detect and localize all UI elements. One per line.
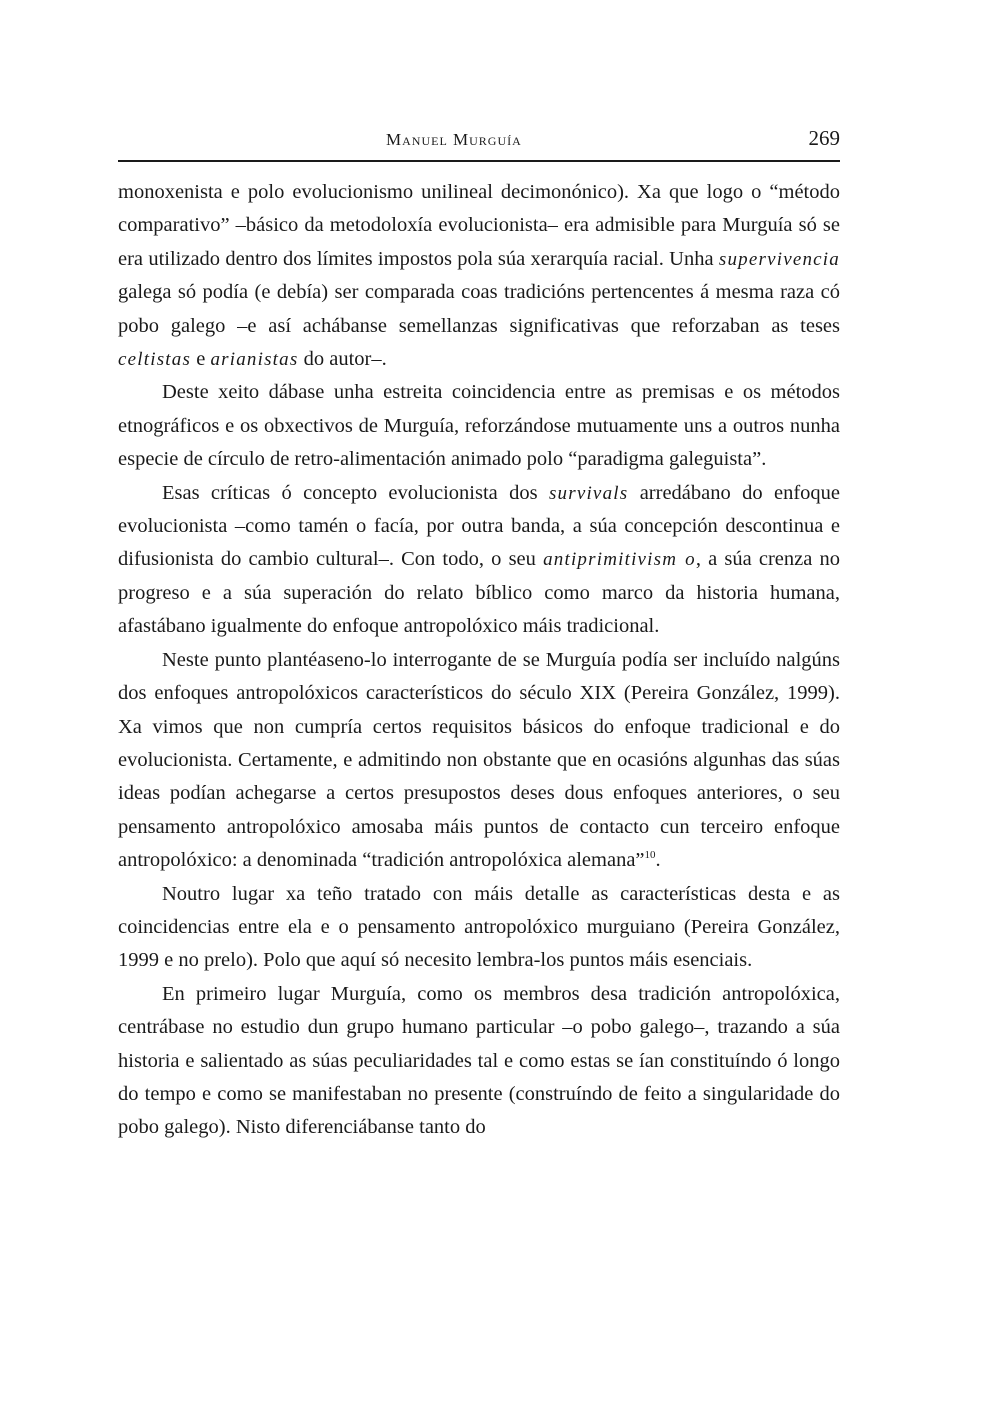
text-run: e bbox=[191, 348, 211, 371]
footnote-reference: 10 bbox=[644, 849, 656, 862]
paragraph bbox=[118, 978, 840, 1145]
paragraph bbox=[118, 644, 840, 878]
text-run: Neste punto plantéaseno-lo interrogante de se Murguía podía ser incluído nalgúns dos enfoques antropolóxicos característicos do século XIX (Pereira González, 1999). Xa vimos que non cumpría certos requisitos básicos do enfoque tradicional e do evolucionista. Certamente, e admitindo non obstante que en ocasións algunhas das súas ideas podían achegarse a certos presupostos deses dous enfoques anteriores, o seu pensamento antropolóxico amosaba máis puntos de contacto cun terceiro enfoque antropolóxico: a denominada “tradición antropolóxica alemana” bbox=[118, 648, 840, 872]
text-run: . bbox=[655, 849, 661, 872]
paragraph bbox=[118, 878, 840, 978]
italic-term: arianistas bbox=[210, 349, 299, 371]
paragraph bbox=[118, 477, 840, 644]
running-head: Manuel Murguía bbox=[386, 130, 522, 149]
body-text bbox=[118, 176, 840, 1145]
text-run: do autor–. bbox=[298, 348, 387, 371]
text-run: Noutro lugar xa teño tratado con máis detalle as características desta e as coincidencias entre ela e o pensamento antropolóxico murguiano (Pereira González, 1999 e no prelo). Polo que aquí só necesito lembra-los puntos máis esenciais. bbox=[118, 882, 840, 972]
text-run: monoxenista e polo evolucionismo unilineal decimonónico). Xa que logo o “método comparativo” –básico da metodoloxía evolucionista– era admisible para Murguía só se era utilizado dentro dos límites impostos pola súa xerarquía racial. Unha bbox=[118, 181, 840, 270]
italic-term: antiprimitivism o bbox=[543, 549, 696, 571]
italic-term: supervivencia bbox=[718, 248, 840, 270]
text-run: Esas críticas ó concepto evolucionista dos bbox=[162, 481, 549, 504]
text-run: galega só podía (e debía) ser comparada coas tradicións pertencentes á mesma raza có pobo galego –e así achábanse semellanzas significativas que reforzaban as teses bbox=[118, 281, 840, 337]
page-header bbox=[118, 126, 840, 162]
text-run: arredábano do enfoque evolucionista –como tamén o facía, por outra banda, a súa concepción descontinua e difusionista do cambio cultural–. Con todo, o seu bbox=[118, 481, 840, 571]
italic-term: celtistas bbox=[118, 349, 192, 371]
italic-term: survivals bbox=[548, 482, 629, 504]
text-run: Deste xeito dábase unha estreita coincidencia entre as premisas e os métodos etnográficos e os obxectivos de Murguía, reforzándose mutuamente uns a outros nunha especie de círculo de retro-alimentación animado polo “paradigma galeguista”. bbox=[118, 381, 840, 471]
paragraph bbox=[118, 376, 840, 476]
text-run: , a súa crenza no progreso e a súa superación do relato bíblico como marco da historia humana, afastábano igualmente do enfoque antropolóxico máis tradicional. bbox=[118, 548, 841, 638]
text-run: En primeiro lugar Murguía, como os membros desa tradición antropolóxica, centrábase no estudio dun grupo humano particular –o pobo galego–, trazando a súa historia e salientado as súas peculiaridades tal e como estas se ían constituíndo ó longo do tempo e como se manifestaban no presente (construíndo de feito a singularidade do pobo galego). Nisto diferenciábanse tanto do bbox=[118, 982, 840, 1139]
page-number: 269 bbox=[808, 126, 840, 150]
paragraph bbox=[118, 176, 840, 376]
